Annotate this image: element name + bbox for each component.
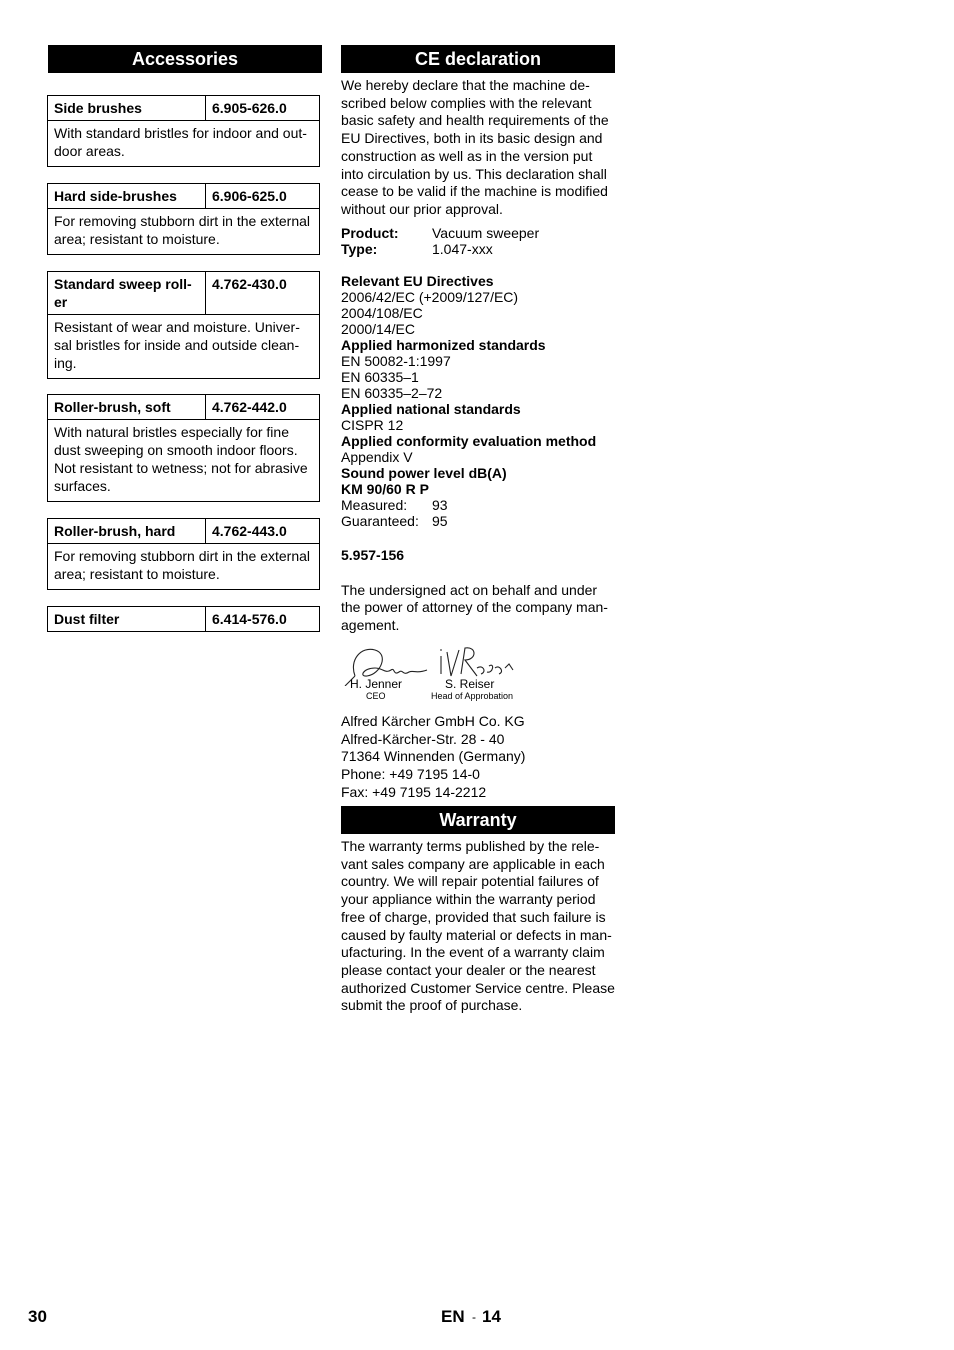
national-item: CISPR 12 — [341, 416, 404, 433]
measured-label: Measured: — [341, 496, 408, 513]
ce-declaration-body — [341, 77, 615, 635]
footer-lang: EN — [441, 1307, 465, 1326]
footer-section-page: 14 — [482, 1307, 501, 1326]
accessory-description: With standard bristles for indoor and out-door areas. — [54, 125, 307, 159]
accessory-box-roller-brush-soft — [47, 394, 320, 502]
accessory-part-number: 6.905-626.0 — [212, 100, 287, 116]
guaranteed-label: Guaranteed: — [341, 512, 419, 529]
type-label: Type: — [341, 240, 378, 257]
accessory-box-standard-sweep-roller — [47, 271, 320, 379]
signatory-name-jenner: H. Jenner — [350, 677, 403, 691]
harmonized-heading: Applied harmonized standards — [341, 336, 546, 353]
company-address — [341, 713, 615, 802]
accessory-description: With natural bristles especially for fine dust sweeping on smooth indoor floors. Not resistant to wetness; not for abrasive surfaces. — [54, 424, 308, 494]
measured-value: 93 — [432, 496, 448, 513]
accessory-description: Resistant of wear and moisture. Univer-sal bristles for inside and outside clean-ing. — [54, 319, 300, 371]
signatures — [341, 640, 615, 706]
page-number: 30 — [28, 1307, 47, 1326]
document-number: 5.957-156 — [341, 546, 405, 563]
undersigned-text: The undersigned act on behalf and under the power of attorney of the company man-agement. — [341, 581, 608, 634]
harmonized-item: EN 60335–1 — [341, 368, 419, 385]
directive-item: 2006/42/EC (+2009/127/EC) — [341, 288, 519, 305]
accessory-name: Roller-brush, soft — [48, 395, 206, 419]
type-row — [341, 241, 615, 257]
product-label: Product: — [341, 224, 399, 241]
product-row — [341, 225, 615, 241]
warranty-body — [341, 838, 615, 1015]
measured-row — [341, 497, 615, 513]
type-value: 1.047-xxx — [432, 240, 493, 257]
accessory-description: For removing stubborn dirt in the external area; resistant to moisture. — [54, 548, 311, 582]
guaranteed-value: 95 — [432, 512, 448, 529]
harmonized-item: EN 60335–2–72 — [341, 384, 443, 401]
accessory-name: Hard side-brushes — [48, 184, 206, 208]
directive-item: 2004/108/EC — [341, 304, 423, 321]
signatory-name-reiser: S. Reiser — [445, 677, 495, 691]
accessory-name: Standard sweep roll-er — [48, 272, 206, 314]
accessory-box-side-brushes — [47, 95, 320, 167]
accessory-box-roller-brush-hard — [47, 518, 320, 590]
directive-item: 2000/14/EC — [341, 320, 415, 337]
ce-intro: We hereby declare that the machine de-scribed below complies with the relevant basic safety and health requirements of the EU Directives, both in its basic design and construction as well as in the version put into circulation by us. This declaration shall cease to be valid if the machine is modified without our prior approval. — [341, 77, 609, 217]
conformity-value: Appendix V — [341, 448, 413, 465]
ce-declaration-heading: CE declaration — [341, 45, 615, 73]
address-line: Phone: +49 7195 14-0 — [341, 766, 480, 783]
accessory-part-number: 6.906-625.0 — [212, 188, 287, 204]
directives-heading: Relevant EU Directives — [341, 272, 494, 289]
warranty-heading: Warranty — [341, 806, 615, 834]
accessory-name: Dust filter — [48, 607, 206, 631]
signatory-role-reiser: Head of Approbation — [431, 691, 514, 701]
address-line: Fax: +49 7195 14-2212 — [341, 783, 487, 800]
warranty-text: The warranty terms published by the rele-vant sales company are applicable in each country. We will repair potential failures of your appliance within the warranty period free of charge, provided that such failure is caused by faulty material or defects in man-ufacturing. In the event of a warranty claim please contact your dealer or the nearest authorized Customer Service centre. Please submit the proof of purchase. — [341, 838, 615, 1014]
harmonized-item: EN 50082-1:1997 — [341, 352, 451, 369]
accessory-box-dust-filter — [47, 606, 320, 632]
accessory-box-hard-side-brushes — [47, 183, 320, 255]
sound-heading: Sound power level dB(A) — [341, 464, 507, 481]
accessory-part-number: 4.762-443.0 — [212, 523, 287, 539]
signatory-role-jenner: CEO — [366, 691, 386, 701]
accessory-part-number: 4.762-430.0 — [212, 276, 287, 292]
address-line: Alfred Kärcher GmbH Co. KG — [341, 713, 525, 729]
accessory-part-number: 6.414-576.0 — [212, 611, 287, 627]
product-value: Vacuum sweeper — [432, 224, 540, 241]
signature-reiser-image — [437, 642, 517, 682]
accessory-part-number: 4.762-442.0 — [212, 399, 287, 415]
address-line: 71364 Winnenden (Germany) — [341, 748, 526, 765]
guaranteed-row — [341, 513, 615, 529]
accessories-heading: Accessories — [48, 45, 322, 73]
address-line: Alfred-Kärcher-Str. 28 - 40 — [341, 730, 505, 747]
footer-separator: - — [472, 1310, 476, 1324]
standards-list — [341, 273, 615, 529]
accessory-name: Roller-brush, hard — [48, 519, 206, 543]
model-name: KM 90/60 R P — [341, 480, 429, 497]
conformity-heading: Applied conformity evaluation method — [341, 432, 597, 449]
accessory-name: Side brushes — [48, 96, 206, 120]
accessory-description: For removing stubborn dirt in the external area; resistant to moisture. — [54, 213, 311, 247]
national-heading: Applied national standards — [341, 400, 521, 417]
